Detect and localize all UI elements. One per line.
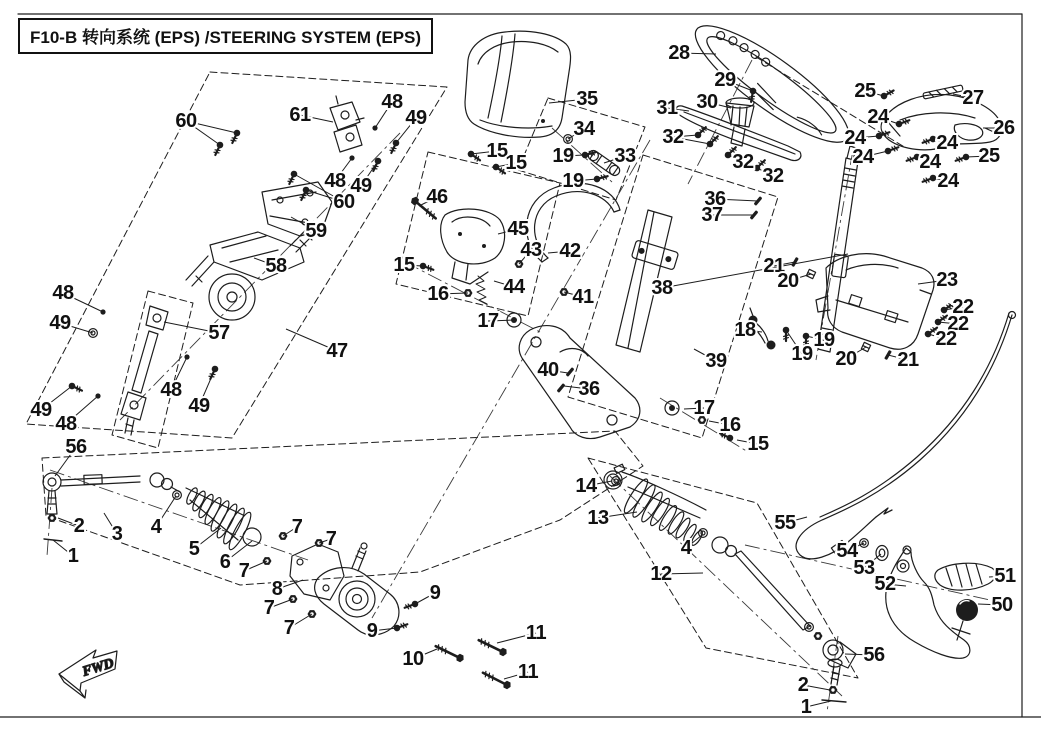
group-box-47: [26, 72, 447, 438]
part-eps-unit-58: [186, 224, 318, 320]
callout-5: 5: [188, 538, 200, 560]
callout-7: 7: [291, 516, 303, 538]
callout-49: 49: [405, 107, 427, 129]
callout-4: 4: [680, 537, 692, 559]
callout-56: 56: [863, 644, 885, 666]
callout-56: 56: [65, 436, 87, 458]
callout-26: 26: [993, 117, 1015, 139]
callout-49: 49: [49, 312, 71, 334]
callout-22: 22: [952, 296, 974, 318]
callout-54: 54: [836, 540, 858, 562]
callout-11: 11: [525, 622, 547, 644]
callout-19: 19: [813, 329, 835, 351]
callout-49: 49: [350, 175, 372, 197]
page-title: F10-B 转向系统 (EPS) /STEERING SYSTEM (EPS): [18, 18, 433, 54]
callout-24: 24: [867, 106, 889, 128]
callout-7: 7: [325, 528, 337, 550]
callout-1: 1: [800, 696, 812, 718]
callout-28: 28: [668, 42, 690, 64]
callout-29: 29: [714, 69, 736, 91]
callout-50: 50: [991, 594, 1013, 616]
callout-layer: [30, 42, 1016, 718]
callout-24: 24: [936, 132, 958, 154]
group-outline-boxes: [26, 57, 906, 678]
callout-57: 57: [208, 322, 230, 344]
callout-32: 32: [762, 165, 784, 187]
callout-12: 12: [650, 563, 672, 585]
callout-20: 20: [835, 348, 857, 370]
callout-48: 48: [381, 91, 403, 113]
callout-2: 2: [73, 515, 85, 537]
callout-10: 10: [402, 648, 424, 670]
callout-19: 19: [552, 145, 574, 167]
callout-38: 38: [651, 277, 673, 299]
callout-36: 36: [578, 378, 600, 400]
callout-45: 45: [507, 218, 529, 240]
part-right-tie-rod: [604, 464, 856, 702]
callout-7: 7: [283, 617, 295, 639]
callout-22: 22: [947, 313, 969, 335]
part-damper-bar-27: [923, 85, 963, 99]
part-pedal-group: [860, 539, 996, 659]
callout-15: 15: [505, 152, 527, 174]
callout-48: 48: [324, 170, 346, 192]
callout-17: 17: [477, 310, 499, 332]
part-steering-shaft-38: [818, 137, 858, 352]
fwd-arrow: [59, 650, 117, 698]
group-box-right-tierod: [588, 458, 858, 678]
callout-52: 52: [874, 573, 896, 595]
callout-9: 9: [429, 582, 441, 604]
callout-36: 36: [704, 188, 726, 210]
callout-41: 41: [572, 286, 594, 308]
part-hub-screws-32: [693, 125, 767, 173]
part-clamp-bracket-61: [330, 96, 364, 152]
callout-46: 46: [426, 186, 448, 208]
callout-25: 25: [978, 145, 1000, 167]
callout-16: 16: [719, 414, 741, 436]
callout-30: 30: [696, 91, 718, 113]
callout-37: 37: [701, 204, 723, 226]
callout-22: 22: [935, 328, 957, 350]
part-gear-housing: [263, 532, 513, 690]
callout-32: 32: [732, 151, 754, 173]
callout-21: 21: [897, 349, 919, 371]
callout-48: 48: [52, 282, 74, 304]
callout-6: 6: [219, 551, 231, 573]
callout-27: 27: [962, 87, 984, 109]
callout-49: 49: [30, 399, 52, 421]
callout-7: 7: [238, 560, 250, 582]
leader-line-38: [662, 254, 848, 288]
callout-15: 15: [747, 433, 769, 455]
callout-33: 33: [614, 145, 636, 167]
callout-43: 43: [520, 239, 542, 261]
callout-8: 8: [271, 578, 283, 600]
callout-51: 51: [994, 565, 1016, 587]
callout-24: 24: [852, 146, 874, 168]
callout-20: 20: [777, 270, 799, 292]
callout-2: 2: [797, 674, 809, 696]
callout-13: 13: [587, 507, 609, 529]
part-left-tie-rod: [43, 473, 261, 552]
callout-7: 7: [263, 597, 275, 619]
callout-40: 40: [537, 359, 559, 381]
callout-4: 4: [150, 516, 162, 538]
callout-31: 31: [656, 97, 678, 119]
part-column-cover-35: [465, 31, 571, 137]
callout-1: 1: [67, 545, 79, 567]
callout-53: 53: [853, 557, 875, 579]
callout-14: 14: [575, 475, 597, 497]
callout-48: 48: [160, 379, 182, 401]
callout-21: 21: [763, 255, 785, 277]
callout-61: 61: [289, 104, 311, 126]
callout-47: 47: [326, 340, 348, 362]
callout-9: 9: [366, 620, 378, 642]
callout-17: 17: [693, 397, 715, 419]
callout-24: 24: [919, 151, 941, 173]
callout-25: 25: [854, 80, 876, 102]
callout-18: 18: [734, 319, 756, 341]
callout-34: 34: [573, 118, 595, 140]
part-steering-column-39: [519, 196, 762, 438]
callout-55: 55: [774, 512, 796, 534]
callout-35: 35: [576, 88, 598, 110]
callout-60: 60: [333, 191, 355, 213]
callout-19: 19: [791, 343, 813, 365]
callout-48: 48: [55, 413, 77, 435]
callout-59: 59: [305, 220, 327, 242]
callout-42: 42: [559, 240, 581, 262]
callout-16: 16: [427, 283, 449, 305]
callout-39: 39: [705, 350, 727, 372]
part-steering-wheel: [682, 9, 862, 159]
callout-44: 44: [503, 276, 525, 298]
callout-32: 32: [662, 126, 684, 148]
callout-15: 15: [393, 254, 415, 276]
callout-24: 24: [844, 127, 866, 149]
group-box-left-tierod: [42, 431, 643, 585]
callout-24: 24: [937, 170, 959, 192]
callout-49: 49: [188, 395, 210, 417]
callout-58: 58: [265, 255, 287, 277]
callout-60: 60: [175, 110, 197, 132]
callout-3: 3: [111, 523, 123, 545]
callout-15: 15: [486, 140, 508, 162]
callout-19: 19: [562, 170, 584, 192]
callout-11: 11: [517, 661, 539, 683]
fwd-arrow-label: FWD: [80, 656, 116, 680]
callout-23: 23: [936, 269, 958, 291]
